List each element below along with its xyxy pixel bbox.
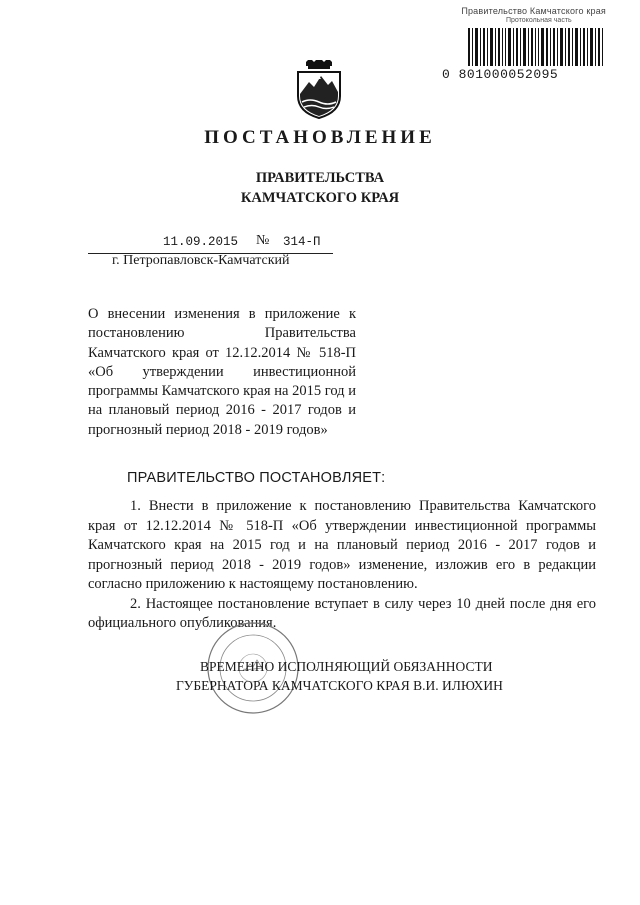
issuer-line-1: ПРАВИТЕЛЬСТВА xyxy=(255,170,385,186)
signatory-name-line: ГУБЕРНАТОРА КАМЧАТСКОГО КРАЯ В.И. ИЛЮХИН xyxy=(176,678,503,693)
date-number-line xyxy=(88,233,333,254)
signature-block xyxy=(176,657,503,695)
coat-of-arms-icon xyxy=(292,60,346,120)
decree-heading: ПРАВИТЕЛЬСТВО ПОСТАНОВЛЯЕТ: xyxy=(127,470,386,486)
issuer-line-2: КАМЧАТСКОГО КРАЯ xyxy=(240,190,400,206)
document-number: 314-П xyxy=(283,235,321,249)
barcode-number: 0 801000052095 xyxy=(442,67,559,82)
document-body xyxy=(88,497,596,634)
number-label: № xyxy=(256,233,270,248)
paragraph-1: 1. Внести в приложение к постановлению Правительства Камчатского края от 12.12.2014 № 518-П «Об утверждении инвестиционной программы Камчатского края на 2015 год и на плановый период 2016 - 2017 годов и прогнозный период 2018 - 2019 годов» изменение, изложив его в редакции согласно приложению к настоящему постановлению. xyxy=(88,498,596,592)
paragraph-2: 2. Настоящее постановление вступает в силу через 10 дней после дня его официального опубликования. xyxy=(88,595,596,631)
document-title: ПОСТАНОВЛЕНИЕ xyxy=(204,127,436,148)
stamp-dept-label: Протокольная часть xyxy=(506,17,572,24)
barcode-block xyxy=(442,17,606,82)
barcode-image xyxy=(468,28,606,66)
document-date: 11.09.2015 xyxy=(163,235,239,249)
registration-stamp xyxy=(436,6,606,80)
signatory-position: ВРЕМЕННО ИСПОЛНЯЮЩИЙ ОБЯЗАННОСТИ xyxy=(200,659,493,674)
stamp-org-label: Правительство Камчатского края xyxy=(461,6,606,16)
issuer-block xyxy=(0,168,640,208)
document-subject: О внесении изменения в приложение к постановлению Правительства Камчатского края от 12.12.2014 № 518-П «Об утверждении инвестиционной программы Камчатского края на 2015 год и на плановый период 2016 - 2017 годов и прогнозный период 2018 - 2019 годов» xyxy=(88,306,356,438)
issue-city: г. Петропавловск-Камчатский xyxy=(112,253,290,268)
